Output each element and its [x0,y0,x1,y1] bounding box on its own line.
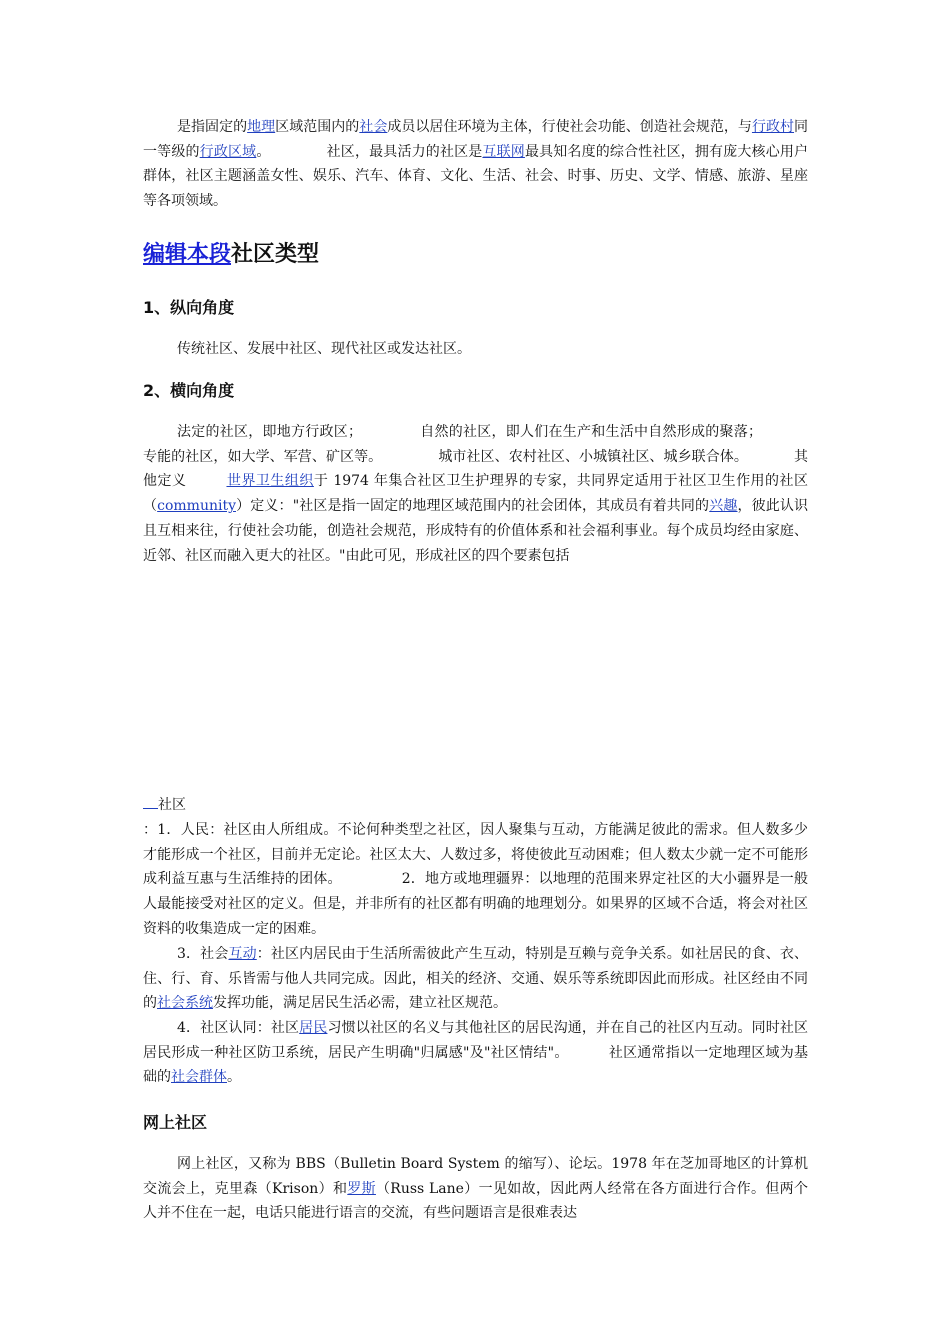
horizontal-text: ）定义："社区是指一固定的地理区域范围内的社会团体，其成员有着共同的 [236,498,710,515]
subheading-online-community: 网上社区 [143,1113,208,1132]
element-identity-text: 习惯以社区的名义与其他社区的居民沟通，并在自己的社区内互动。同时社区居民形成一种社区防卫系统，居民产生明确"归属感"及"社区情结"。 [143,1020,808,1061]
figure-caption-text: 社区 [158,797,186,813]
element-interaction-text: 3．社会 [177,946,229,962]
horizontal-text: 城市社区、农村社区、小城镇社区、城乡联合体。 [438,448,748,465]
link-community[interactable]: community [157,498,237,515]
section-title: 社区类型 [231,242,320,267]
link-who[interactable]: 世界卫生组织 [226,473,314,490]
element-interaction-paragraph [143,942,808,1016]
horizontal-text: ，彼此认识且互相来往，行使社会功能，创造社会规范，形成特有的价值体系和社会福利事业。每个成员均经由家庭、近邻、社区而融入更大的社区。"由此可见，形成社区的四个要素包括 [143,498,809,564]
horizontal-text: 于 1974 年集合社区卫生护理界的专家，共同界定适用于社区卫生作用的社区（ [143,473,809,515]
online-text: 网上社区，又称为 BBS（Bulletin Board System 的缩写）、论坛。1978 年在芝加哥地区的计算机交流会上，克里森（Krison）和 [143,1156,808,1197]
link-interaction[interactable]: 互动 [228,946,257,962]
link-russ[interactable]: 罗斯 [347,1180,376,1197]
link-society[interactable]: 社会 [359,119,388,135]
section-heading-community-types [143,241,808,269]
element-identity-text: 社区通常指以一定地理区域为基础的 [143,1044,808,1086]
horizontal-text: 自然的社区，即人们在生产和生活中自然形成的聚落； [420,424,762,440]
online-text: （Russ Lane）一见如故，因此两人经常在各方面进行合作。但两个人并不住在一起，电话只能进行语言的交流，有些问题语言是很难表达 [143,1180,808,1222]
element-interaction-text: 发挥功能，满足居民生活必需，建立社区规范。 [213,995,507,1012]
element-identity-text: 。 [227,1069,241,1086]
online-paragraph [143,1152,808,1226]
intro-text: 是指固定的 [177,119,248,135]
intro-text: 。 [256,143,271,160]
link-social-system[interactable]: 社会系统 [157,995,213,1012]
horizontal-paragraph [143,420,808,568]
element-identity-text: 4．社区认同：社区 [177,1020,300,1036]
intro-text: 成员以居住环境为主体，行使社会功能、创造社会规范，与 [387,119,752,135]
intro-text: 社区，最具活力的社区是 [326,143,483,160]
horizontal-text: 法定的社区，即地方行政区； [177,424,362,440]
element-identity-paragraph [143,1016,808,1090]
link-geography[interactable]: 地理 [247,119,276,135]
element-territory-text: 2．地方或地理疆界：以地理的范围来界定社区的大小疆界是一般人最能接受对社区的定义。但是，并非所有的社区都有明确的地理划分。如果界的区域不合适，将会对社区资料的收集造成一定的困难。 [143,871,809,937]
edit-section-link[interactable]: 编辑本段 [143,242,232,267]
vertical-paragraph: 传统社区、发展中社区、现代社区或发达社区。 [177,341,471,357]
link-residents[interactable]: 居民 [299,1020,328,1036]
subheading-horizontal: 2、横向角度 [143,381,235,400]
link-administrative-region[interactable]: 行政区域 [199,143,257,160]
intro-paragraph [143,115,808,214]
intro-text: 同一等级的 [143,119,809,160]
horizontal-text: 专能的社区，如大学、军营、矿区等。 [143,448,383,465]
figure-caption [143,795,808,815]
link-administrative-village[interactable]: 行政村 [751,119,795,135]
intro-text: 区域范围内的 [275,119,360,135]
element-people-text: ：1．人民：社区由人所组成。不论何种类型之社区，因人聚集与互动，方能满足彼此的需求。但人数多少才能形成一个社区，目前并无定论。社区太大、人数过多，将使彼此互动困难；但人数太少就一定不可能形成利益互惠与生活维持的团体。 [143,822,808,888]
intro-text: 最具知名度的综合性社区，拥有庞大核心用户群体，社区主题涵盖女性、娱乐、汽车、体育、文化、生活、社会、时事、历史、文学、情感、旅游、星座等各项领域。 [143,143,809,210]
element-interaction-text: ：社区内居民由于生活所需彼此产生互动，特别是互赖与竞争关系。如社居民的食、衣、住、行、育、乐皆需与他人共同完成。因此，相关的经济、交通、娱乐等系统即因此而形成。社区经由不同的 [143,946,808,1012]
subheading-vertical: 1、纵向角度 [143,298,235,317]
link-internet[interactable]: 互联网 [482,143,525,160]
link-social-group[interactable]: 社会群体 [171,1069,227,1086]
broken-image-link[interactable] [143,798,158,809]
horizontal-text: 其他定义 [143,448,809,490]
link-interest[interactable]: 兴趣 [709,498,738,515]
elements-paragraph [143,818,808,942]
